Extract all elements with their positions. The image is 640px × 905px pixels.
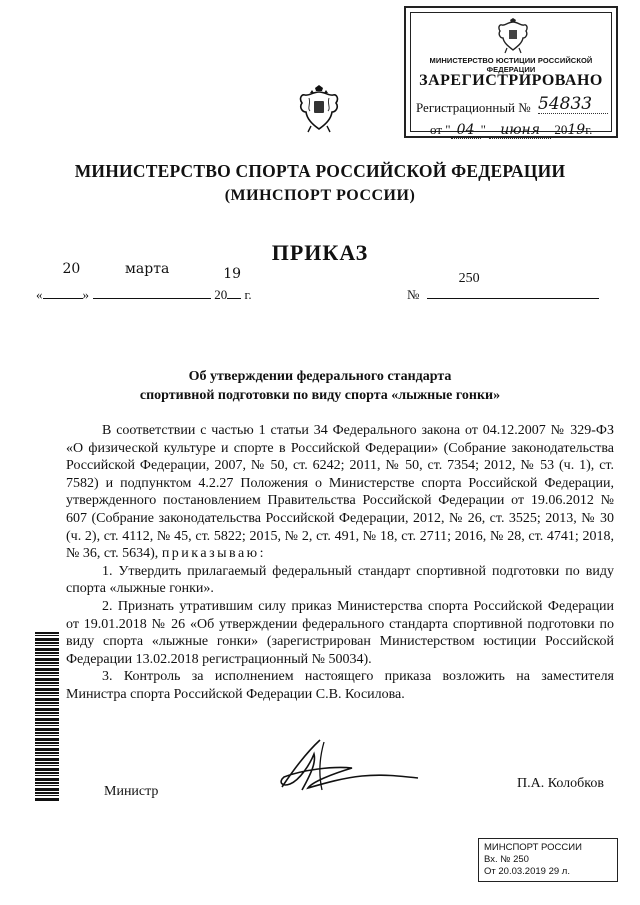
incoming-stamp-line-3: От 20.03.2019 29 л. (484, 866, 570, 877)
order-number-label: № (407, 287, 420, 302)
order-subject-line-1: Об утверждении федерального стандарта (188, 369, 452, 384)
order-command: приказываю: (161, 546, 267, 562)
order-item-3: 3. Контроль за исполнением настоящего приказа возложить на заместителя Министра спорта Российской Федерации С.В. Косилова. (66, 669, 614, 702)
order-number (407, 271, 599, 303)
registration-status: ЗАРЕГИСТРИРОВАНО (419, 72, 603, 89)
registration-ministry-name: МИНИСТЕРСТВО ЮСТИЦИИ РОССИЙСКОЙ ФЕДЕРАЦИИ (429, 56, 593, 74)
registration-date-day: 04 (451, 122, 481, 139)
registration-stamp (404, 6, 618, 138)
coat-of-arms-icon (297, 84, 341, 134)
order-number-value: 250 (458, 271, 480, 286)
order-subject-line-2: спортивной подготовки по виду спорта «лыжные гонки» (139, 388, 501, 403)
order-date-year-unit: г. (244, 287, 252, 302)
registration-date-year-prefix: 20 (554, 122, 568, 137)
order-item-1: 1. Утвердить прилагаемый федеральный стандарт спортивной подготовки по виду спорта «лыжные гонки». (66, 563, 614, 597)
registration-date: от " 04 " июня 2019г. (430, 122, 593, 138)
barcode (35, 632, 59, 802)
signature-icon (272, 732, 422, 802)
signatory-name: П.А. Колобков (517, 776, 604, 791)
order-subject (0, 367, 640, 405)
registration-date-month: июня (489, 122, 551, 139)
order-date-month: марта (125, 261, 170, 277)
order-date-year-line (223, 266, 242, 299)
registration-number-value: 54833 (538, 94, 593, 114)
order-preamble (66, 422, 614, 563)
order-date-year-prefix: 20 (214, 287, 228, 302)
registration-date-year-suffix: 19 (567, 122, 586, 138)
emblem-icon (496, 18, 530, 54)
order-date-day: 20 (62, 261, 81, 277)
ministry-title: МИНИСТЕРСТВО СПОРТА РОССИЙСКОЙ ФЕДЕРАЦИИ (74, 161, 566, 181)
order-date: « 20 » марта 20 19 г. (36, 261, 252, 302)
order-body (66, 422, 614, 704)
order-item-2: 2. Признать утратившим силу приказ Министерства спорта Российской Федерации от 19.01.2018 № 26 «Об утверждении федерального стандарта спортивной подготовки по виду спорта «лыжные гонки» (зарегистрирован Министерством юстиции Российской Федерации 13.02.2018 регистрационный № 50034). (66, 598, 614, 667)
document-type-title: ПРИКАЗ (271, 240, 369, 265)
ministry-short-name: (МИНСПОРТ РОССИИ) (224, 187, 416, 204)
order-date-day-line (43, 261, 83, 299)
registration-number-line (538, 113, 608, 114)
incoming-stamp (478, 838, 618, 882)
registration-date-suffix: г. (585, 122, 593, 137)
order-date-year-suffix: 19 (223, 266, 242, 282)
registration-number-label: Регистрационный № (416, 100, 531, 115)
signatory-position: Министр (104, 784, 159, 799)
incoming-stamp-line-2: Вх. № 250 (484, 854, 529, 865)
incoming-stamp-line-1: МИНСПОРТ РОССИИ (484, 842, 582, 853)
order-preamble-text: В соответствии с частью 1 статьи 34 Федерального закона от 04.12.2007 № 329-ФЗ «О физической культуре и спорте в Российской Федерации» (Собрание законодательства Российской Федерации, 2007, № 50, ст. 6242; 2011, № 50, ст. 7354; 2012, № 53 (ч. 1), ст. 7582) и подпунктом 4.2.27 Положения о Министерстве спорта Российской Федерации, утвержденного постановлением Правительства Российской Федерации от 19.06.2012 № 607 (Собрание законодательства Российской Федерации, 2012, № 26, ст. 3525; 2013, № 30 (ч. 2), ст. 4112, № 45, ст. 5822; 2015, № 2, ст. 491, № 18, ст. 2711; 2016, № 28, ст. 4741; 2018, № 36, ст. 5634), (66, 423, 614, 562)
order-number-line (427, 271, 599, 299)
registration-date-prefix: от (430, 122, 443, 137)
